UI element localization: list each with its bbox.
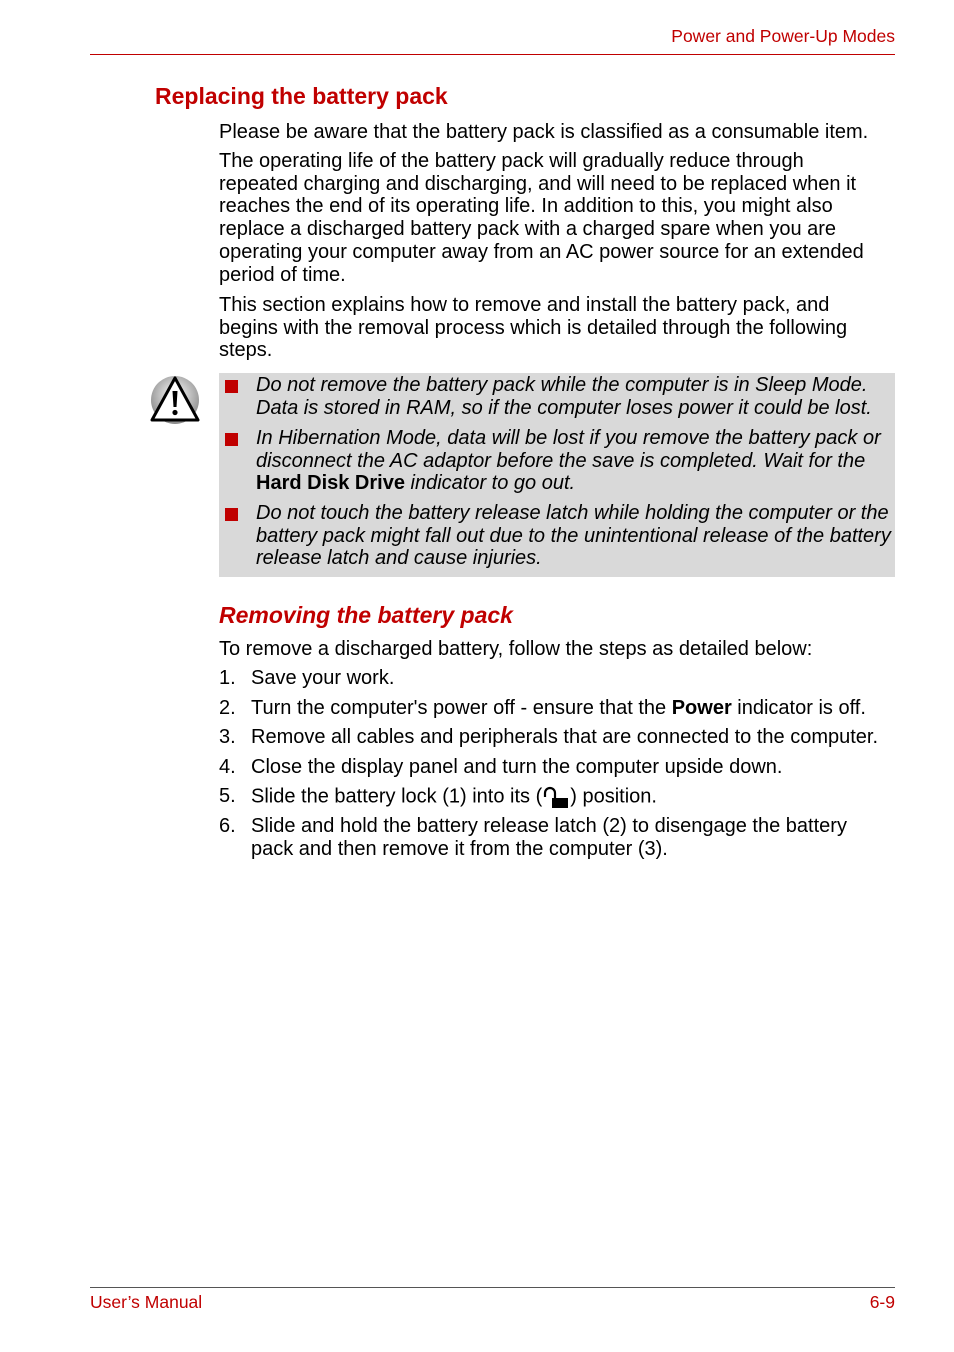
- section-title: Replacing the battery pack: [155, 83, 448, 109]
- bullet-icon: [225, 380, 238, 393]
- bullet-icon: [225, 508, 238, 521]
- warning-icon: [150, 374, 202, 426]
- running-header: Power and Power-Up Modes: [671, 26, 895, 46]
- header-rule: [90, 54, 895, 55]
- paragraph: This section explains how to remove and install the battery pack, and begins with the removal process which is detailed through the following steps.: [219, 294, 848, 362]
- caution-item: Do not touch the battery release latch while holding the computer or the battery pack might fall out due to the unintentional release of the battery release latch and cause injuries.: [256, 502, 891, 570]
- bullet-icon: [225, 433, 238, 446]
- caution-item: Do not remove the battery pack while the computer is in Sleep Mode. Data is stored in RAM, so if the computer loses power it could be lost.: [256, 374, 872, 419]
- manual-page: Power and Power-Up Modes Replacing the battery pack Please be aware that the battery pack is classified as a consumable item. The operating life of the battery pack will gradually reduce through repeated charging and discharging, and will need to be replaced when it reaches the end of its operating life. In addition to this, you might also replace a discharged battery pack with a charged spare when you are operating your computer away from an AC power source for an extended period of time. This section explains how to remove and install the battery pack, and begins with the removal process which is detailed through the following steps. Do not remove the battery pack while the computer is in Sleep Mode. Data is stored in RAM, so if the computer loses power it could be lost. In Hibernation Mode, data will be lost if you remove the battery pack or disconnect the AC adaptor before the save is completed. Wait for the Hard Disk Drive indicator to go out. Do not touch the battery release latch while holding the computer or the battery pack might fall out due to the unintentional release of the battery release latch and cause injuries. Removing the battery pack To remove a discharged battery, follow the steps as detailed below: 1. Save your work. 2. Turn the computer's power off - ensure that the Power indicator is off. 3. Remove all cables and peripherals that are connected to the computer. 4. Close the display panel and turn the computer upside down. 5. Slide the battery lock (1) into its ( ) position. 6. Slide and hold the battery release latch (2) to disengage the battery pack and then remove it from the computer (3). User’s Manual 6-9: [90, 26, 895, 1312]
- steps-intro: To remove a discharged battery, follow the steps as detailed below:: [219, 638, 813, 660]
- subsection-title: Removing the battery pack: [219, 602, 513, 628]
- paragraph: The operating life of the battery pack will gradually reduce through repeated charging and discharging, and will need to be replaced when it reaches the end of its operating life. In addition to this, you might also replace a discharged battery pack with a charged spare when you are operating your computer away from an AC power source for an extended period of time.: [219, 150, 864, 286]
- caution-item: In Hibernation Mode, data will be lost if you remove the battery pack or disconnect the AC adaptor before the save is completed. Wait for the Hard Disk Drive indicator to go out.: [256, 427, 881, 495]
- caution-box: [219, 373, 895, 577]
- unlock-icon: [542, 785, 570, 809]
- footer-rule: [90, 1287, 895, 1288]
- page-number: 6-9: [869, 1292, 895, 1312]
- paragraph: Please be aware that the battery pack is classified as a consumable item.: [219, 121, 869, 143]
- footer-manual-title: User’s Manual: [90, 1292, 203, 1312]
